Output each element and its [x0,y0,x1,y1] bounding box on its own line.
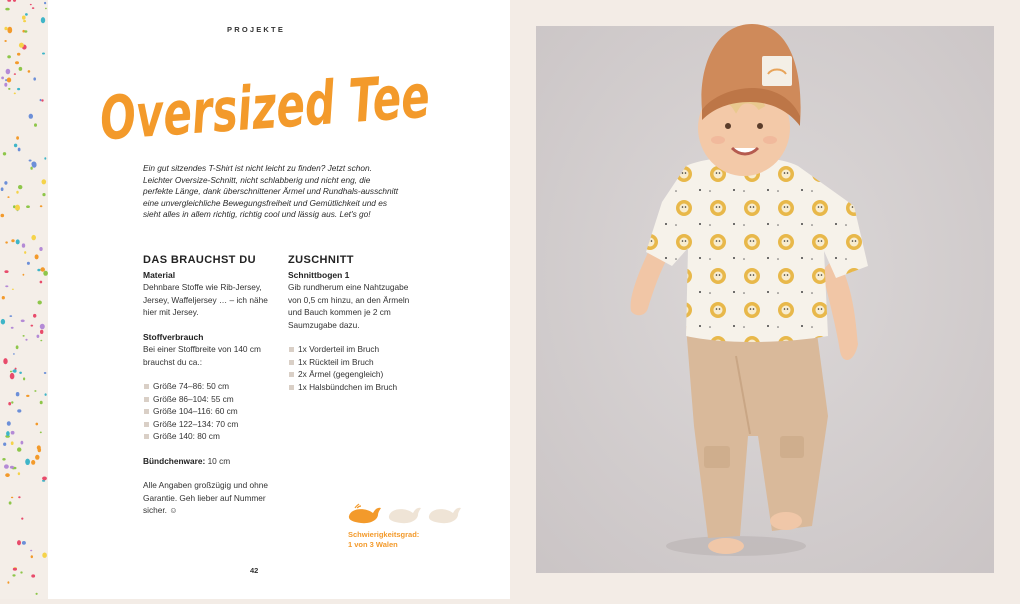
confetti-dot [18,148,21,152]
confetti-dot [21,441,24,445]
confetti-dot [33,77,36,80]
confetti-dot [15,61,19,64]
confetti-dot [1,214,5,218]
confetti-dot [2,296,5,299]
confetti-dot [35,254,39,259]
note-text: Alle Angaben großzügig und ohne Garantie. Geh lieber auf Nummer sicher. ☺ [143,480,269,515]
confetti-dot [21,320,25,323]
material-heading: Material [143,269,176,280]
confetti-dot [42,193,45,196]
title-graphic [96,50,573,155]
confetti-dot [33,314,36,318]
confetti-dot [30,167,32,170]
cuff-line [143,455,275,468]
confetti-dot [17,447,21,451]
confetti-dot [19,67,23,71]
confetti-dot [40,401,43,405]
intro-text: Ein gut sitzendes T-Shirt ist nicht leicht zu finden? Jetzt schon. Leichter Oversize-Schnitt, nicht schlabberig und nicht eng, die perfekte Länge, dank überschnittener Ärmel und Rundhals-ausschnitt eine unvergleichliche Bewegungsfreiheit und Gemütlichkeit und es sieht alles in allem richtig, richtig cool und lässig aus. Let's go! [143,163,399,219]
confetti-dot [31,460,35,465]
confetti-dot [5,285,8,287]
confetti-dot [42,553,47,558]
list-item: 1x Halsbündchen im Bruch [288,381,423,394]
confetti-dot [5,8,9,11]
confetti-dot [37,269,40,272]
confetti-dot [29,160,32,162]
confetti-dot [13,353,15,354]
confetti-dot [42,53,45,55]
confetti-dot [38,301,42,305]
confetti-dot [40,99,42,101]
confetti-dot [4,40,6,42]
confetti-dot [24,30,27,32]
confetti-dot [16,136,19,139]
confetti-dot [44,372,47,374]
confetti-dot [32,7,35,9]
confetti-dot [23,274,25,276]
confetti-dot [18,472,20,475]
confetti-dot [18,185,22,189]
confetti-dot [22,243,25,247]
difficulty-label [348,530,419,550]
confetti-dot [1,319,5,325]
size-list [143,380,275,443]
confetti-dot [23,377,25,380]
confetti-dot [4,181,7,185]
page-number: 42 [250,566,259,575]
confetti-dot [12,574,15,576]
cuff-label: Bündchenware: [143,455,206,466]
confetti-dot [31,325,34,327]
confetti-dot [7,421,11,426]
confetti-dot [10,466,14,469]
whale-icon [389,508,421,523]
confetti-dot [40,340,42,342]
confetti-dot [3,358,7,364]
confetti-dot [9,501,12,504]
confetti-dot [17,409,21,412]
confetti-dot [19,43,24,48]
list-item: Größe 74–86: 50 cm [143,380,275,393]
confetti-dot [22,541,26,545]
confetti-dot [45,8,47,9]
confetti-dot [23,335,25,337]
confetti-dot [31,162,36,167]
confetti-dot [7,78,11,83]
confetti-dot [23,20,26,22]
confetti-dot [7,581,9,584]
confetti-dot [2,458,5,461]
confetti-dot [7,55,11,58]
confetti-dot [26,395,29,397]
confetti-dot [31,574,35,577]
list-item: 2x Ärmel (gegengleich) [288,368,423,381]
confetti-dot [1,187,4,191]
confetti-dot [26,205,30,208]
confetti-dots [0,0,48,599]
confetti-dot [30,550,32,552]
confetti-dot [22,16,26,20]
difficulty-rating [347,502,465,526]
confetti-dot [4,464,9,468]
confetti-dot [3,443,6,446]
cuff-value: 10 cm [207,455,231,466]
confetti-dot [36,423,39,426]
confetti-dot [17,53,20,56]
confetti-dot [7,0,11,2]
confetti-dot [36,593,38,595]
confetti-dot [42,477,47,481]
confetti-dot [8,402,11,405]
difficulty-value-text: 1 von 3 Walen [348,540,398,549]
confetti-dot [5,473,10,477]
confetti-dot [40,324,45,330]
confetti-dot [4,83,7,87]
confetti-dot [7,27,12,34]
fabric-text: Bei einer Stoffbreite von 140 cm brauchst du ca.: [143,344,261,367]
confetti-dot [41,17,45,23]
confetti-dot [25,13,28,16]
confetti-dot [6,69,11,75]
confetti-dot [25,339,27,341]
whale-icon [349,504,381,523]
confetti-dot [16,239,20,244]
cutting-column [288,254,423,393]
confetti-dot [44,157,46,159]
confetti-dot [12,289,14,290]
confetti-dot [44,2,46,4]
confetti-dot [19,372,22,374]
confetti-dot [40,281,43,284]
confetti-dot [15,205,20,211]
confetti-dot [27,262,30,265]
confetti-dot [3,152,6,155]
pattern-text: Gib rundherum eine Nahtzugabe von 0,5 cm hinzu, an den Ärmeln und Bauch kommen je 2 cm Saumzugabe dazu. [288,282,410,330]
materials-column [143,254,275,517]
confetti-dot [10,371,12,373]
confetti-dot [37,445,41,449]
confetti-dot [13,0,16,2]
confetti-dot [13,568,17,571]
confetti-dot [7,196,9,198]
list-item: Größe 86–104: 55 cm [143,393,275,406]
confetti-dot [30,4,32,5]
cutting-heading: ZUSCHNITT [288,254,354,266]
confetti-dot [12,370,14,371]
confetti-dot [9,315,12,317]
confetti-dot [11,497,13,498]
materials-heading: DAS BRAUCHST DU [143,254,256,266]
confetti-dot [6,431,10,436]
difficulty-label-text: Schwierigkeitsgrad: [348,530,420,539]
page-title: Oversized Tee [97,51,573,155]
confetti-dot [10,373,15,379]
confetti-dot [11,431,15,435]
confetti-dot [21,518,23,520]
confetti-dot [14,144,17,148]
confetti-dot [11,239,14,242]
list-item: Größe 140: 80 cm [143,430,275,443]
list-item: 1x Rückteil im Bruch [288,356,423,369]
confetti-dot [5,241,8,243]
confetti-dot [40,330,43,334]
confetti-dot [31,555,33,558]
confetti-dot [40,205,43,207]
confetti-dot [14,93,16,95]
confetti-dot [40,267,45,271]
confetti-dot [14,73,16,75]
confetti-dot [20,571,22,573]
confetti-dot [34,123,37,126]
pieces-list [288,343,423,393]
section-label: PROJEKTE [227,25,286,34]
confetti-dot [16,191,18,194]
confetti-dot [25,459,30,465]
confetti-dot [18,496,20,498]
confetti-dot [11,401,13,403]
confetti-dot [4,27,7,31]
confetti-dot [42,179,47,184]
confetti-dot [31,235,36,240]
confetti-dot [40,432,42,434]
confetti-dot [45,393,47,396]
confetti-dot [8,88,10,90]
list-item: 1x Vorderteil im Bruch [288,343,423,356]
confetti-dot [39,247,42,251]
confetti-dot [11,327,14,329]
whale-icon [429,508,461,523]
confetti-border [0,0,48,599]
confetti-dot [35,455,39,460]
list-item: Größe 104–116: 60 cm [143,405,275,418]
confetti-dot [37,335,40,338]
confetti-dot [16,345,19,349]
confetti-dot [11,441,14,445]
child-photo [536,26,994,573]
confetti-dot [41,99,43,101]
confetti-dot [34,390,36,392]
confetti-dot [28,70,31,73]
pattern-heading: Schnittbogen 1 [288,269,350,280]
confetti-dot [1,77,4,80]
material-text: Dehnbare Stoffe wie Rib-Jersey, Jersey, Waffeljersey … – ich nähe hier mit Jersey. [143,282,268,317]
confetti-dot [4,270,8,273]
confetti-dot [5,79,7,81]
list-item: Größe 122–134: 70 cm [143,418,275,431]
confetti-dot [24,251,26,254]
confetti-dot [29,114,33,119]
confetti-dot [17,88,20,90]
confetti-dot [16,392,20,396]
fabric-heading: Stoffverbrauch [143,331,204,342]
confetti-dot [17,540,21,545]
